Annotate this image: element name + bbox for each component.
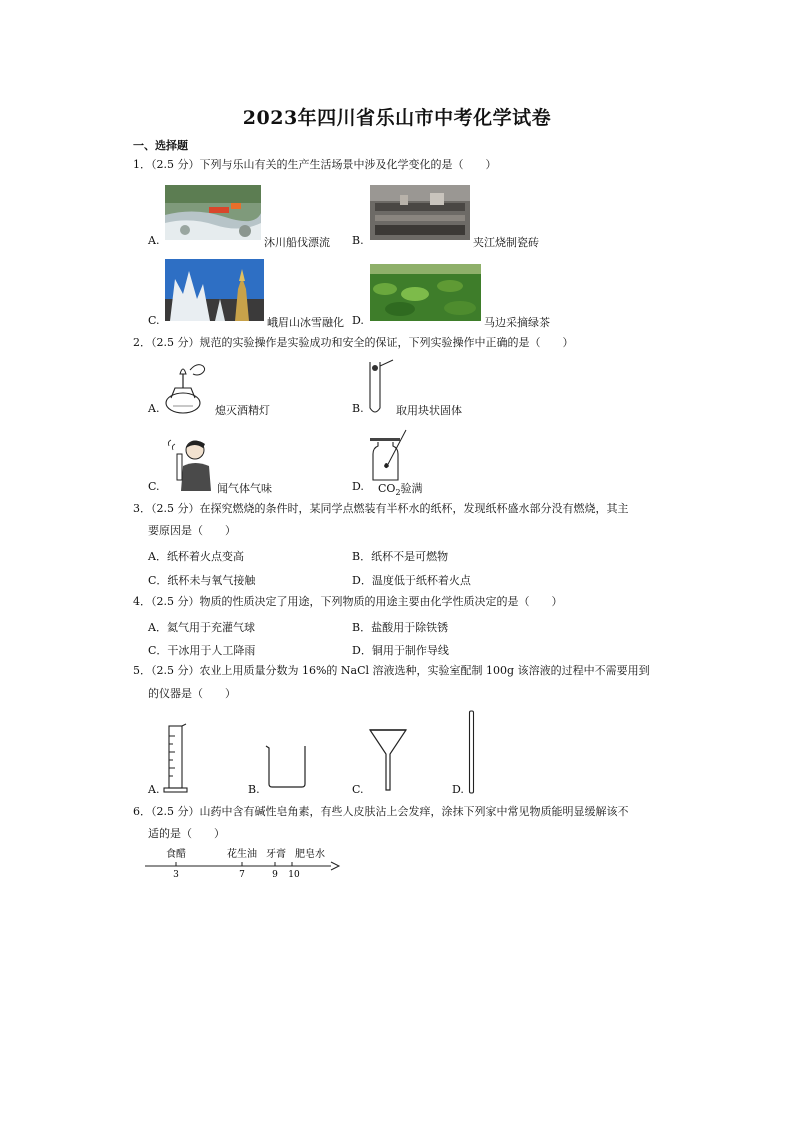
label-soap-water: 肥皂水 (295, 849, 325, 860)
co2-subscript: 2 (395, 488, 401, 498)
question-6-stem-line2: 适的是（ ） (148, 827, 225, 840)
q5-option-c-letter: C. (352, 783, 364, 796)
glass-rod-illustration (468, 710, 476, 794)
graduated-cylinder-illustration (163, 724, 193, 794)
q2-option-c-caption: 闻气体气味 (217, 482, 272, 495)
q2-option-d-letter: D. (352, 480, 364, 493)
funnel-illustration (368, 728, 408, 792)
alcohol-lamp-illustration (163, 358, 213, 413)
q5-option-d-letter: D. (452, 783, 464, 796)
page-title: 2023年四川省乐山市中考化学试卷 (242, 107, 552, 129)
question-3-stem-line2: 要原因是（ ） (148, 524, 236, 537)
emei-snow-photo (165, 259, 264, 321)
smell-gas-illustration (163, 436, 213, 491)
question-2-stem: 2．（2.5 分）规范的实验操作是实验成功和安全的保证，下列实验操作中正确的是（ ） (133, 336, 574, 349)
q1-option-d-letter: D. (352, 314, 364, 327)
q4-option-c: C．干冰用于人工降雨 (148, 644, 256, 657)
q2-option-a-caption: 熄灭酒精灯 (215, 404, 270, 417)
q3-option-c: C．纸杯未与氧气接触 (148, 574, 256, 587)
q1-option-c-caption: 峨眉山冰雪融化 (267, 316, 344, 329)
tick-label-7: 7 (239, 870, 245, 880)
tile-factory-photo (370, 185, 470, 240)
q1-option-b-caption: 夹江烧制瓷砖 (473, 236, 539, 249)
q2-option-c-letter: C. (148, 480, 160, 493)
tick-label-9: 9 (272, 870, 278, 880)
q3-option-a: A．纸杯着火点变高 (148, 550, 244, 563)
label-vinegar: 食醋 (166, 849, 186, 860)
section-heading: 一、选择题 (133, 139, 188, 152)
q1-option-b-letter: B. (352, 234, 364, 247)
q2-option-b-caption: 取用块状固体 (396, 404, 462, 417)
q5-option-b-letter: B. (248, 783, 260, 796)
q1-option-d-caption: 马边采摘绿茶 (484, 316, 550, 329)
q2-option-d-caption (378, 480, 423, 497)
question-6-stem-line1: 6．（2.5 分）山药中含有碱性皂角素，有些人皮肤沾上会发痒，涂抹下列家中常见物质能明显缓解该不 (133, 805, 629, 818)
ph-number-line (145, 843, 345, 883)
co2-caption-suffix: 验满 (400, 482, 423, 495)
question-5-stem-line2: 的仪器是（ ） (148, 687, 236, 700)
rafting-photo (165, 185, 261, 240)
q2-option-b-letter: B. (352, 402, 364, 415)
tick-label-10: 10 (288, 870, 300, 880)
label-toothpaste: 牙膏 (266, 849, 286, 860)
q3-option-b: B．纸杯不是可燃物 (352, 550, 449, 563)
co2-formula: CO (378, 482, 396, 495)
label-peanut-oil: 花生油 (227, 849, 257, 860)
tick-label-3: 3 (173, 870, 179, 880)
q1-option-c-letter: C. (148, 314, 160, 327)
q4-option-a: A．氦气用于充灌气球 (148, 621, 255, 634)
q2-option-a-letter: A. (148, 402, 160, 415)
q4-option-b: B．盐酸用于除铁锈 (352, 621, 449, 634)
q5-option-a-letter: A. (148, 783, 160, 796)
question-3-stem-line1: 3．（2.5 分）在探究燃烧的条件时，某同学点燃装有半杯水的纸杯，发现纸杯盛水部分没有燃烧，其主 (133, 502, 629, 515)
q1-option-a-letter: A. (148, 234, 160, 247)
q3-option-d: D．温度低于纸杯着火点 (352, 574, 471, 587)
gas-bottle-illustration (368, 428, 418, 488)
question-1-stem: 1．（2.5 分）下列与乐山有关的生产生活场景中涉及化学变化的是（ ） (133, 158, 497, 171)
q4-option-d: D．铜用于制作导线 (352, 644, 449, 657)
question-5-stem-line1: 5．（2.5 分）农业上用质量分数为 16%的 NaCl 溶液选种，实验室配制 100g 该溶液的过程中不需要用到 (133, 664, 650, 677)
green-tea-photo (370, 264, 481, 321)
question-4-stem: 4．（2.5 分）物质的性质决定了用途，下列物质的用途主要由化学性质决定的是（ ） (133, 595, 563, 608)
q1-option-a-caption: 沐川船伐漂流 (264, 236, 330, 249)
beaker-illustration (264, 744, 309, 789)
